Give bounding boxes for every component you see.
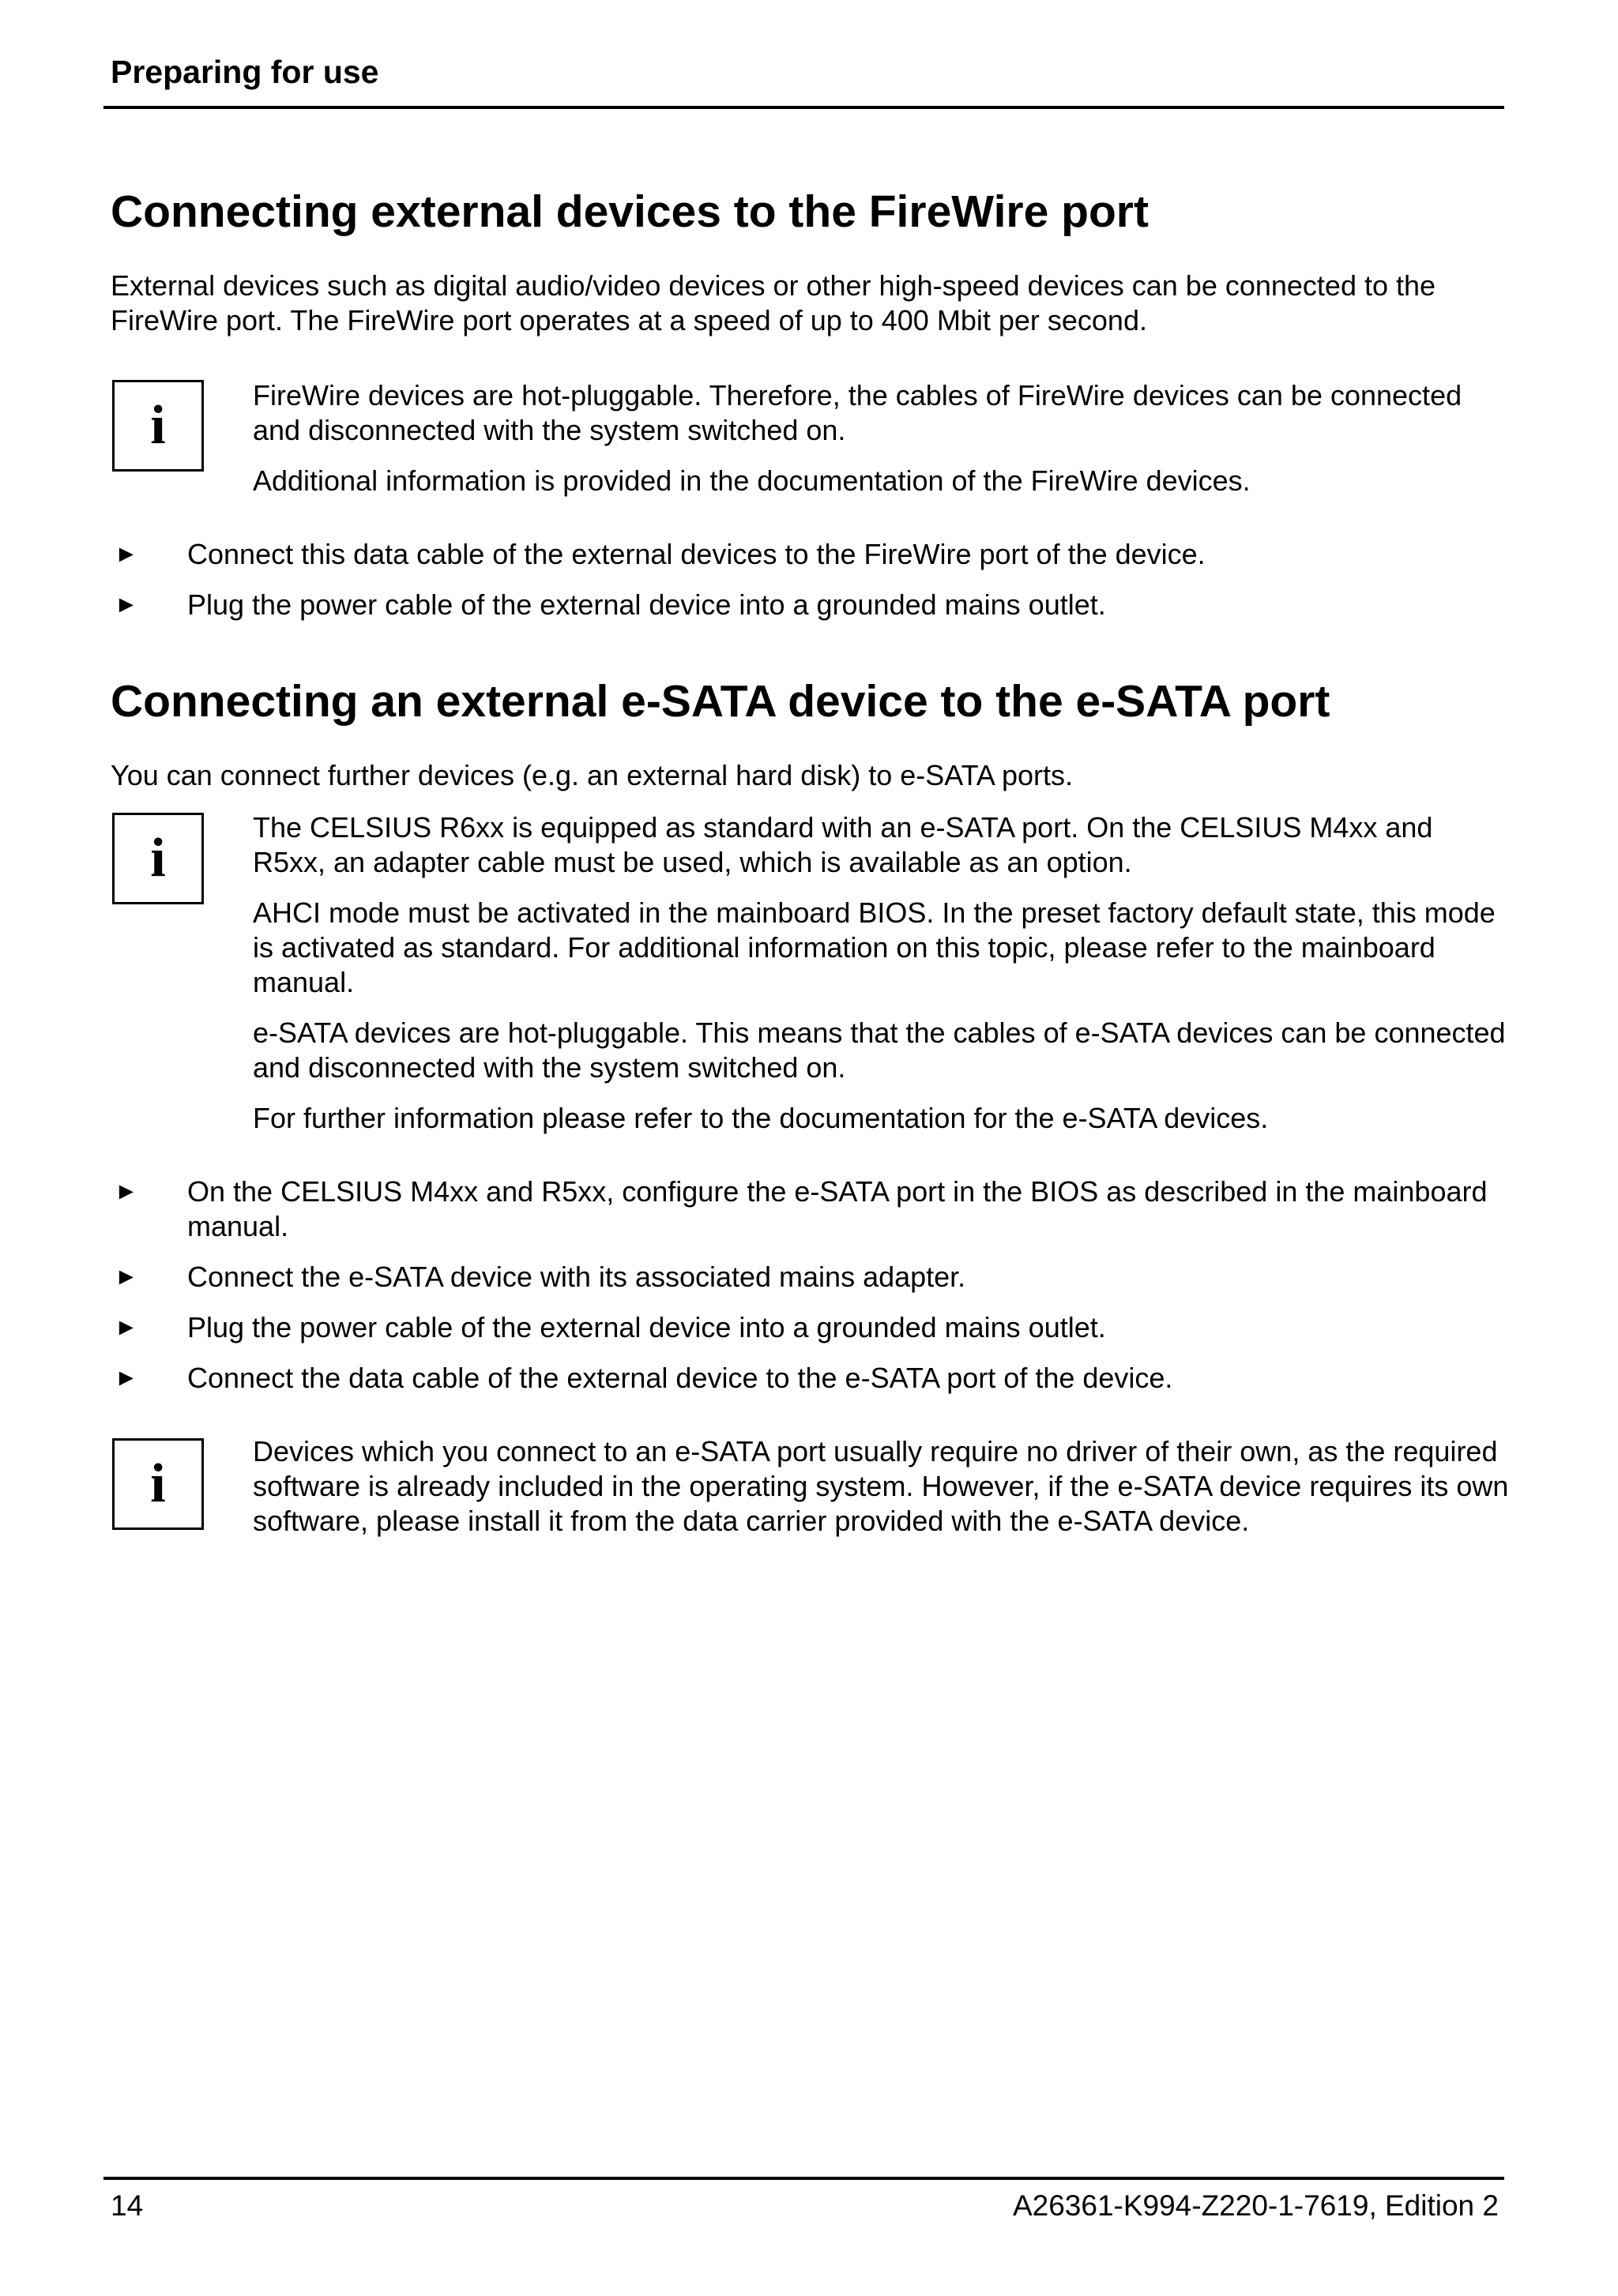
info-icon: i (112, 380, 204, 472)
info-paragraph: AHCI mode must be activated in the mainboard BIOS. In the preset factory default state, this mode is activated as standard. For additional information on this topic, please refer to the mainboard manual. (253, 896, 1496, 998)
list-item (111, 537, 1517, 572)
section-intro-esata: You can connect further devices (e.g. an external hard disk) to e-SATA ports. (111, 759, 1073, 791)
bullet-arrow-icon: ► (115, 1314, 138, 1340)
footer-divider (103, 2177, 1504, 2180)
list-item (111, 1174, 1517, 1244)
list-item (111, 1310, 1517, 1345)
list-item (111, 1361, 1517, 1396)
page-header-title: Preparing for use (111, 54, 379, 90)
info-icon: i (112, 1438, 204, 1530)
info-icon: i (112, 813, 204, 904)
step-text: Connect this data cable of the external devices to the FireWire port of the device. (187, 538, 1206, 570)
info-note-esata (253, 810, 1509, 1152)
bullet-arrow-icon: ► (115, 1365, 138, 1391)
info-paragraph: For further information please refer to the documentation for the e-SATA devices. (253, 1102, 1269, 1134)
bullet-arrow-icon: ► (115, 541, 138, 567)
step-text: Connect the data cable of the external device to the e-SATA port of the device. (187, 1362, 1173, 1394)
info-paragraph: Devices which you connect to an e-SATA port usually require no driver of their own, as the required software is already included in the operating system. However, if the e-SATA device requires its own software, please install it from the data carrier provided with the e-SATA device. (253, 1435, 1509, 1537)
steps-list-firewire (111, 537, 1517, 638)
section-heading-firewire: Connecting external devices to the FireWire port (111, 186, 1149, 237)
info-note-firewire (253, 378, 1509, 514)
step-text: Connect the e-SATA device with its associated mains adapter. (187, 1261, 966, 1293)
page-number: 14 (111, 2189, 144, 2222)
bullet-arrow-icon: ► (115, 1178, 138, 1204)
info-paragraph: The CELSIUS R6xx is equipped as standard with an e-SATA port. On the CELSIUS M4xx and R5xx, an adapter cable must be used, which is available as an option. (253, 811, 1433, 878)
bullet-arrow-icon: ► (115, 1264, 138, 1290)
step-text: On the CELSIUS M4xx and R5xx, configure the e-SATA port in the BIOS as described in the mainboard manual. (187, 1175, 1488, 1242)
info-note-esata-driver (253, 1434, 1509, 1554)
list-item (111, 1260, 1517, 1295)
header-divider (103, 106, 1504, 109)
steps-list-esata (111, 1174, 1517, 1411)
info-paragraph: FireWire devices are hot-pluggable. Therefore, the cables of FireWire devices can be connected and disconnected with the system switched on. (253, 379, 1462, 446)
document-id: A26361-K994-Z220-1-7619, Edition 2 (1012, 2189, 1499, 2222)
section-heading-esata: Connecting an external e-SATA device to the e-SATA port (111, 676, 1330, 727)
info-paragraph: Additional information is provided in the documentation of the FireWire devices. (253, 464, 1251, 497)
section-intro-firewire: External devices such as digital audio/video devices or other high-speed devices can be connected to the FireWire port. The FireWire port operates at a speed of up to 400 Mbit per second. (111, 269, 1436, 336)
info-paragraph: e-SATA devices are hot-pluggable. This means that the cables of e-SATA devices can be connected and disconnected with the system switched on. (253, 1016, 1506, 1084)
step-text: Plug the power cable of the external device into a grounded mains outlet. (187, 588, 1106, 621)
bullet-arrow-icon: ► (115, 592, 138, 618)
step-text: Plug the power cable of the external device into a grounded mains outlet. (187, 1311, 1106, 1343)
list-item (111, 588, 1517, 622)
